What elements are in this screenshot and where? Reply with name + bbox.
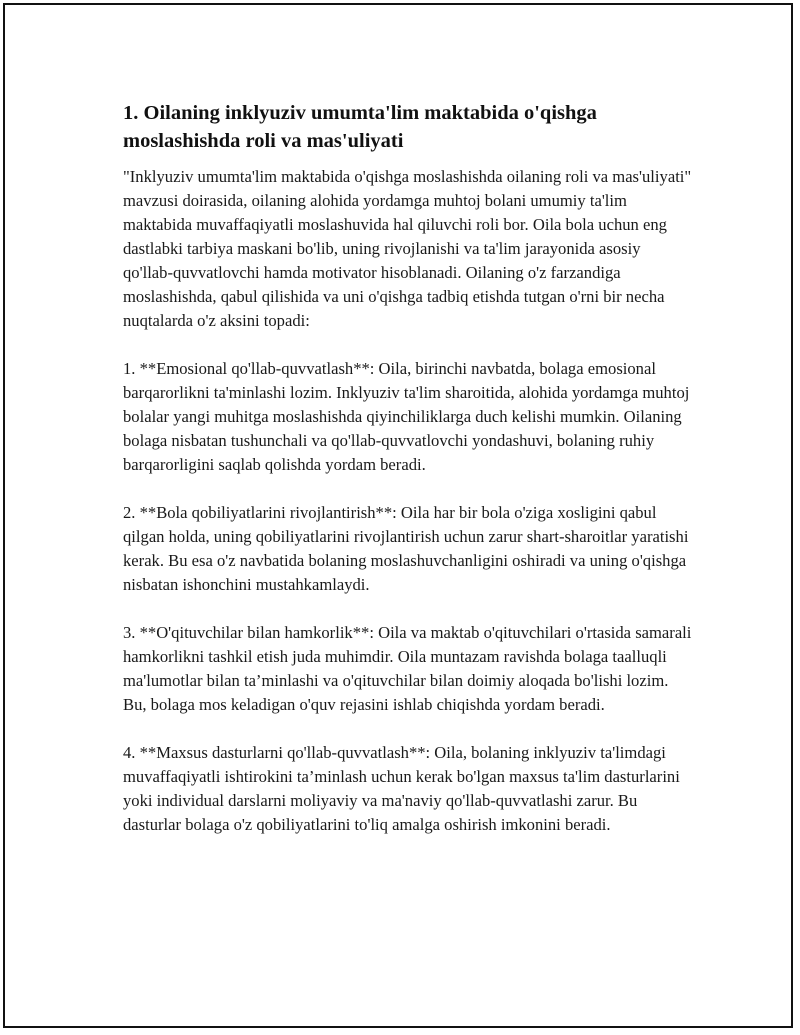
intro-paragraph: "Inklyuziv umumta'lim maktabida o'qishga moslashishda oilaning roli va mas'uliyati" mavzusi doirasida, oilaning alohida yordamga muhtoj bolani umumiy ta'lim maktabida muvaffaqiyatli moslashuvida hal qiluvchi roli bor. Oila bola uchun eng dastlabki tarbiya maskani bo'lib, uning rivojlanishi va ta'lim jarayonida asosiy qo'llab-quvvatlovchi hamda motivator hisoblanadi. Oilaning o'z farzandiga moslashishda, qabul qilishida va uni o'qishga tadbiq etishda tutgan o'rni bir necha nuqtalarda o'z aksini topadi: <box>123 167 692 330</box>
page-frame <box>3 3 793 1028</box>
list-item-abilities-development: 2. **Bola qobiliyatlarini rivojlantirish**: Oila har bir bola o'ziga xosligini qabul qilgan holda, uning qobiliyatlarini rivojlantirish uchun zarur shart-sharoitlar yaratishi kerak. Bu esa o'z navbatida bolaning moslashuvchanligini oshiradi va uning o'qishga nisbatan ishonchini mustahkamlaydi. <box>123 503 689 594</box>
list-item-teacher-cooperation: 3. **O'qituvchilar bilan hamkorlik**: Oila va maktab o'qituvchilari o'rtasida samarali hamkorlikni tashkil etish juda muhimdir. Oila muntazam ravishda bolaga taalluqli ma'lumotlar bilan ta’minlashi va o'qituvchilar bilan doimiy aloqada bo'lishi lozim. Bu, bolaga mos keladigan o'quv rejasini ishlab chiqishda yordam beradi. <box>123 623 692 714</box>
list-item-special-programs: 4. **Maxsus dasturlarni qo'llab-quvvatlash**: Oila, bolaning inklyuziv ta'limdagi muvaffaqiyatli ishtirokini ta’minlash uchun kerak bo'lgan maxsus ta'lim dasturlarini yoki individual darslarni moliyaviy va ma'naviy qo'llab-quvvatlashi zarur. Bu dasturlar bolaga o'z qobiliyatlarini to'liq amalga oshirish imkonini beradi. <box>123 743 680 834</box>
list-item-emotional-support: 1. **Emosional qo'llab-quvvatlash**: Oila, birinchi navbatda, bolaga emosional barqarorlikni ta'minlashi lozim. Inklyuziv ta'lim sharoitida, alohida yordamga muhtoj bolalar yangi muhitga moslashishda qiyinchiliklarga duch kelishi mumkin. Oilaning bolaga nisbatan tushunchali va qo'llab-quvvatlovchi yondashuvi, bolaning ruhiy barqarorligini saqlab qolishda yordam beradi. <box>123 359 690 474</box>
document-body <box>123 99 693 861</box>
page-title: 1. Oilaning inklyuziv umumta'lim maktabida o'qishga moslashishda roli va mas'uliyati <box>123 102 597 152</box>
